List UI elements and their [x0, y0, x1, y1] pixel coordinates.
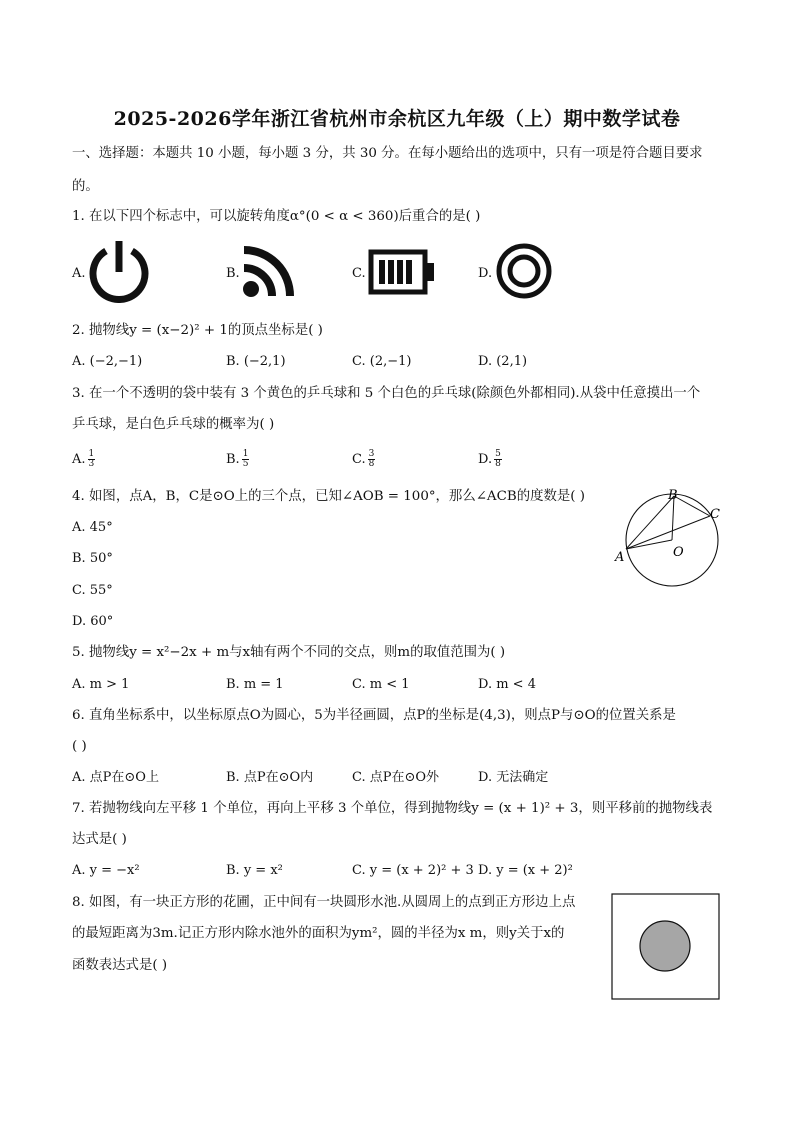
q3-option-b-label: B.: [226, 452, 240, 467]
round-pool: [640, 921, 690, 971]
q4-option-c: C. 55°: [72, 583, 113, 598]
q3-option-d-numerator: 5: [495, 449, 501, 459]
label-b: B: [668, 488, 678, 503]
rss-feed-icon: [240, 242, 298, 300]
q1-option-c-label: C.: [352, 266, 366, 281]
q3-option-d: [478, 450, 502, 469]
q6-option-a: A. 点P在⊙O上: [72, 770, 159, 785]
q8-stem-line1: 8. 如图，有一块正方形的花圃，正中间有一块圆形水池.从圆周上的点到正方形边上点: [72, 895, 576, 910]
q3-stem-line1: 3. 在一个不透明的袋中装有 3 个黄色的乒乓球和 5 个白色的乒乓球(除颜色外都相同).从袋中任意摸出一个: [72, 386, 701, 401]
q2-option-c: C. (2,−1): [352, 354, 412, 369]
q7-stem-line2: 达式是( ): [72, 832, 127, 847]
q3-option-a-denominator: 3: [88, 459, 95, 469]
q5-option-b: B. m = 1: [226, 677, 284, 692]
battery-icon: [368, 249, 436, 295]
q3-option-d-denominator: 8: [495, 459, 501, 469]
q1-option-a-label: A.: [72, 266, 86, 281]
concentric-circles-icon: [495, 242, 553, 300]
q2-option-b: B. (−2,1): [226, 354, 286, 369]
q4-option-d: D. 60°: [72, 614, 114, 629]
q4-option-b: B. 50°: [72, 551, 113, 566]
q3-stem-line2: 乒乓球，是白色乒乓球的概率为( ): [72, 417, 275, 432]
page-title: 2025-2026学年浙江省杭州市余杭区九年级（上）期中数学试卷: [113, 108, 681, 130]
q5-option-a: A. m > 1: [72, 677, 130, 692]
q6-stem-line1: 6. 直角坐标系中，以坐标原点O为圆心，5为半径画圆，点P的坐标是(4,3)，则点P与⊙O的位置关系是: [72, 708, 676, 723]
q6-option-c: C. 点P在⊙O外: [352, 770, 440, 785]
q7-stem-line1: 7. 若抛物线向左平移 1 个单位，再向上平移 3 个单位，得到抛物线y = (x + 1)² + 3，则平移前的抛物线表: [72, 801, 713, 816]
q6-option-d: D. 无法确定: [478, 770, 549, 785]
q7-option-b: B. y = x²: [226, 863, 283, 878]
q1-option-b-label: B.: [226, 266, 240, 281]
q4-circle-figure: [610, 484, 730, 594]
q8-stem-line3: 函数表达式是( ): [72, 958, 168, 973]
q3-option-a: [72, 450, 95, 469]
q3-option-c-label: C.: [352, 452, 366, 467]
q3-option-c: [352, 450, 375, 469]
q7-option-d: D. y = (x + 2)²: [478, 863, 573, 878]
q7-option-a: A. y = −x²: [72, 863, 140, 878]
q6-stem-line2: ( ): [72, 739, 87, 754]
q3-option-b-numerator: 1: [242, 449, 249, 459]
q3-option-a-label: A.: [72, 452, 86, 467]
q3-option-c-denominator: 8: [368, 459, 375, 469]
q5-stem: 5. 抛物线y = x²−2x + m与x轴有两个不同的交点，则m的取值范围为( ): [72, 645, 506, 660]
q1-stem: 1. 在以下四个标志中，可以旋转角度α°(0 < α < 360)后重合的是( ): [72, 209, 481, 224]
q2-option-a: A. (−2,−1): [72, 354, 143, 369]
q2-stem: 2. 抛物线y = (x−2)² + 1的顶点坐标是( ): [72, 323, 323, 338]
q3-option-c-numerator: 3: [368, 449, 375, 459]
q3-option-a-numerator: 1: [88, 449, 95, 459]
chord-ac: [626, 516, 710, 549]
q8-stem-line2: 的最短距离为3m.记正方形内除水池外的面积为ym²，圆的半径为x m，则y关于x的: [72, 926, 565, 941]
q3-option-b: [226, 450, 249, 469]
q6-option-b: B. 点P在⊙O内: [226, 770, 314, 785]
q4-stem: 4. 如图，点A，B，C是⊙O上的三个点，已知∠AOB = 100°，那么∠ACB的度数是( ): [72, 489, 585, 504]
q8-square-garden-figure: [611, 893, 721, 1001]
section-instruction-line2: 的。: [72, 179, 99, 194]
q7-option-c: C. y = (x + 2)² + 3: [352, 863, 474, 878]
q1-option-d-label: D.: [478, 266, 493, 281]
label-o: O: [673, 545, 684, 560]
q3-option-b-denominator: 5: [242, 459, 249, 469]
q3-option-d-label: D.: [478, 452, 493, 467]
q4-option-a: A. 45°: [72, 520, 113, 535]
q5-option-d: D. m < 4: [478, 677, 536, 692]
label-c: C: [710, 507, 720, 522]
label-a: A: [615, 550, 625, 565]
section-instruction-line1: 一、选择题：本题共 10 小题，每小题 3 分，共 30 分。在每小题给出的选项中，只有一项是符合题目要求: [72, 146, 703, 161]
q5-option-c: C. m < 1: [352, 677, 410, 692]
power-icon: [88, 239, 150, 303]
q2-option-d: D. (2,1): [478, 354, 528, 369]
